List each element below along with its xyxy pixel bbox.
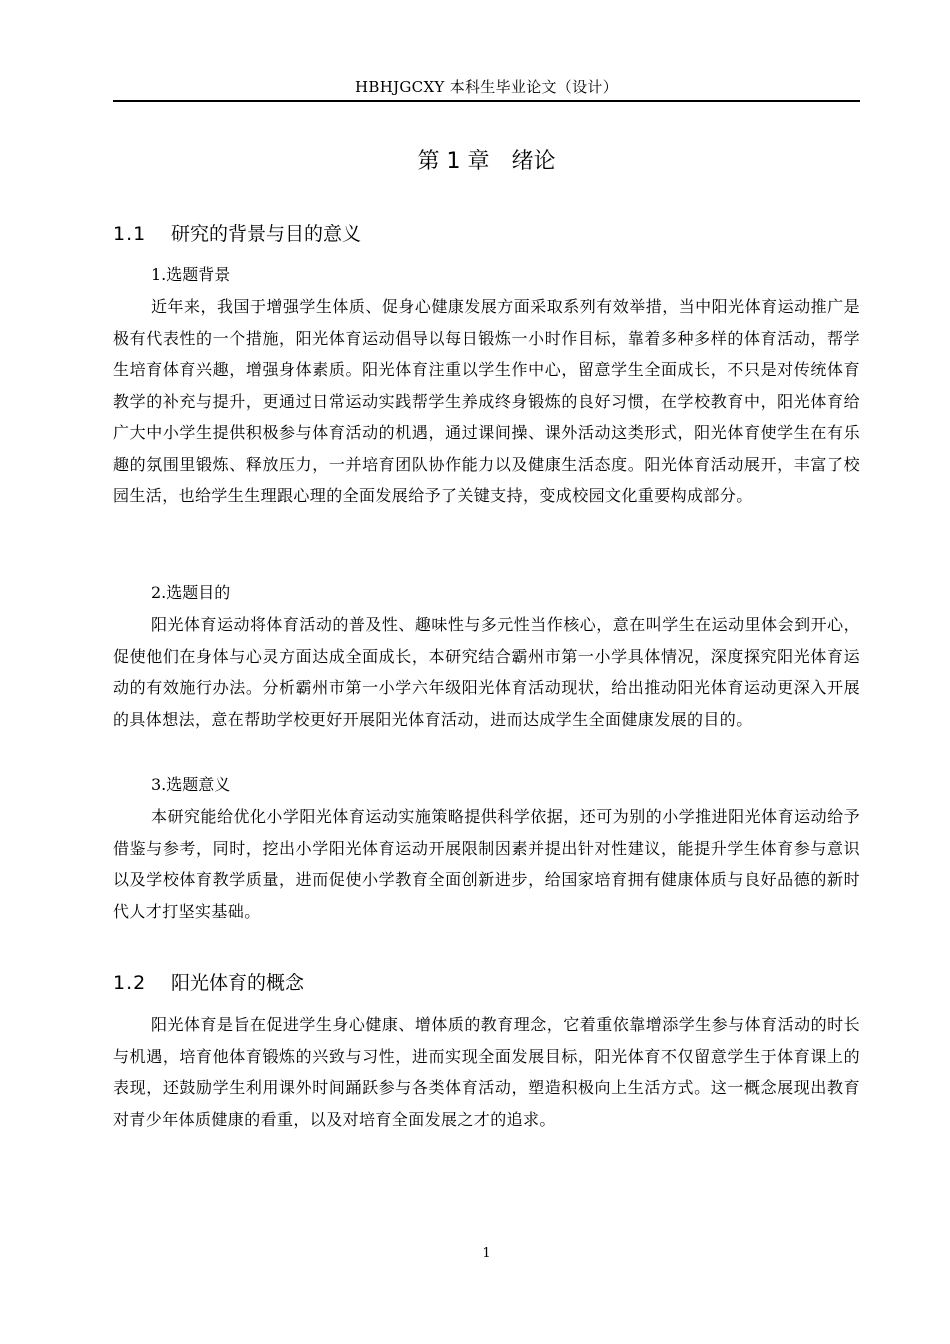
- body-paragraph: 阳光体育是旨在促进学生身心健康、增体质的教育理念，它着重依靠增添学生参与体育活动的时长与机遇，培育他体育锻炼的兴致与习性，进而实现全面发展目标，阳光体育不仅留意学生于体育课上的表现，还鼓励学生利用课外时间踊跃参与各类体育活动，塑造积极向上生活方式。这一概念展现出教育对青少年体质健康的看重，以及对培育全面发展之才的追求。: [113, 1015, 860, 1129]
- subsection-label: 3.选题意义: [151, 775, 231, 794]
- chapter-title-text: 绪论: [511, 149, 556, 174]
- page-number: 1: [482, 1246, 491, 1261]
- section-title: 研究的背景与目的意义: [171, 223, 362, 245]
- section-number: 1.2: [113, 972, 147, 994]
- chapter-number: 第 1 章: [417, 149, 490, 174]
- section-heading-1-2: [113, 969, 860, 997]
- subsection-label: 2.选题目的: [151, 583, 231, 602]
- header-rule: [113, 100, 860, 102]
- section-heading-1-1: [113, 220, 860, 248]
- body-paragraph: 阳光体育运动将体育活动的普及性、趣味性与多元性当作核心，意在叫学生在运动里体会到开心，促使他们在身体与心灵方面达成全面成长，本研究结合霸州市第一小学具体情况，深度探究阳光体育运动的有效施行办法。分析霸州市第一小学六年级阳光体育活动现状，给出推动阳光体育运动更深入开展的具体想法，意在帮助学校更好开展阳光体育活动，进而达成学生全面健康发展的目的。: [113, 615, 860, 729]
- section-number: 1.1: [113, 223, 147, 245]
- subsection-label: 1.选题背景: [151, 265, 231, 284]
- body-paragraph: 本研究能给优化小学阳光体育运动实施策略提供科学依据，还可为别的小学推进阳光体育运动给予借鉴与参考，同时，挖出小学阳光体育运动开展限制因素并提出针对性建议，能提升学生体育参与意识以及学校体育教学质量，进而促使小学教育全面创新进步，给国家培育拥有健康体质与良好品德的新时代人才打坚实基础。: [113, 807, 860, 921]
- chapter-title: [113, 147, 860, 177]
- section-title: 阳光体育的概念: [171, 972, 305, 994]
- body-paragraph: 近年来，我国于增强学生体质、促身心健康发展方面采取系列有效举措，当中阳光体育运动推广是极有代表性的一个措施，阳光体育运动倡导以每日锻炼一小时作目标，靠着多种多样的体育活动，帮学生培育体育兴趣，增强身体素质。阳光体育注重以学生作中心，留意学生全面成长，不只是对传统体育教学的补充与提升，更通过日常运动实践帮学生养成终身锻炼的良好习惯，在学校教育中，阳光体育给广大中小学生提供积极参与体育活动的机遇，通过课间操、课外活动这类形式，阳光体育使学生在有乐趣的氛围里锻炼、释放压力，一并培育团队协作能力以及健康生活态度。阳光体育活动展开，丰富了校园生活，也给学生生理跟心理的全面发展给予了关键支持，变成校园文化重要构成部分。: [113, 297, 860, 505]
- running-header: HBHJGCXY 本科生毕业论文（设计）: [354, 78, 618, 96]
